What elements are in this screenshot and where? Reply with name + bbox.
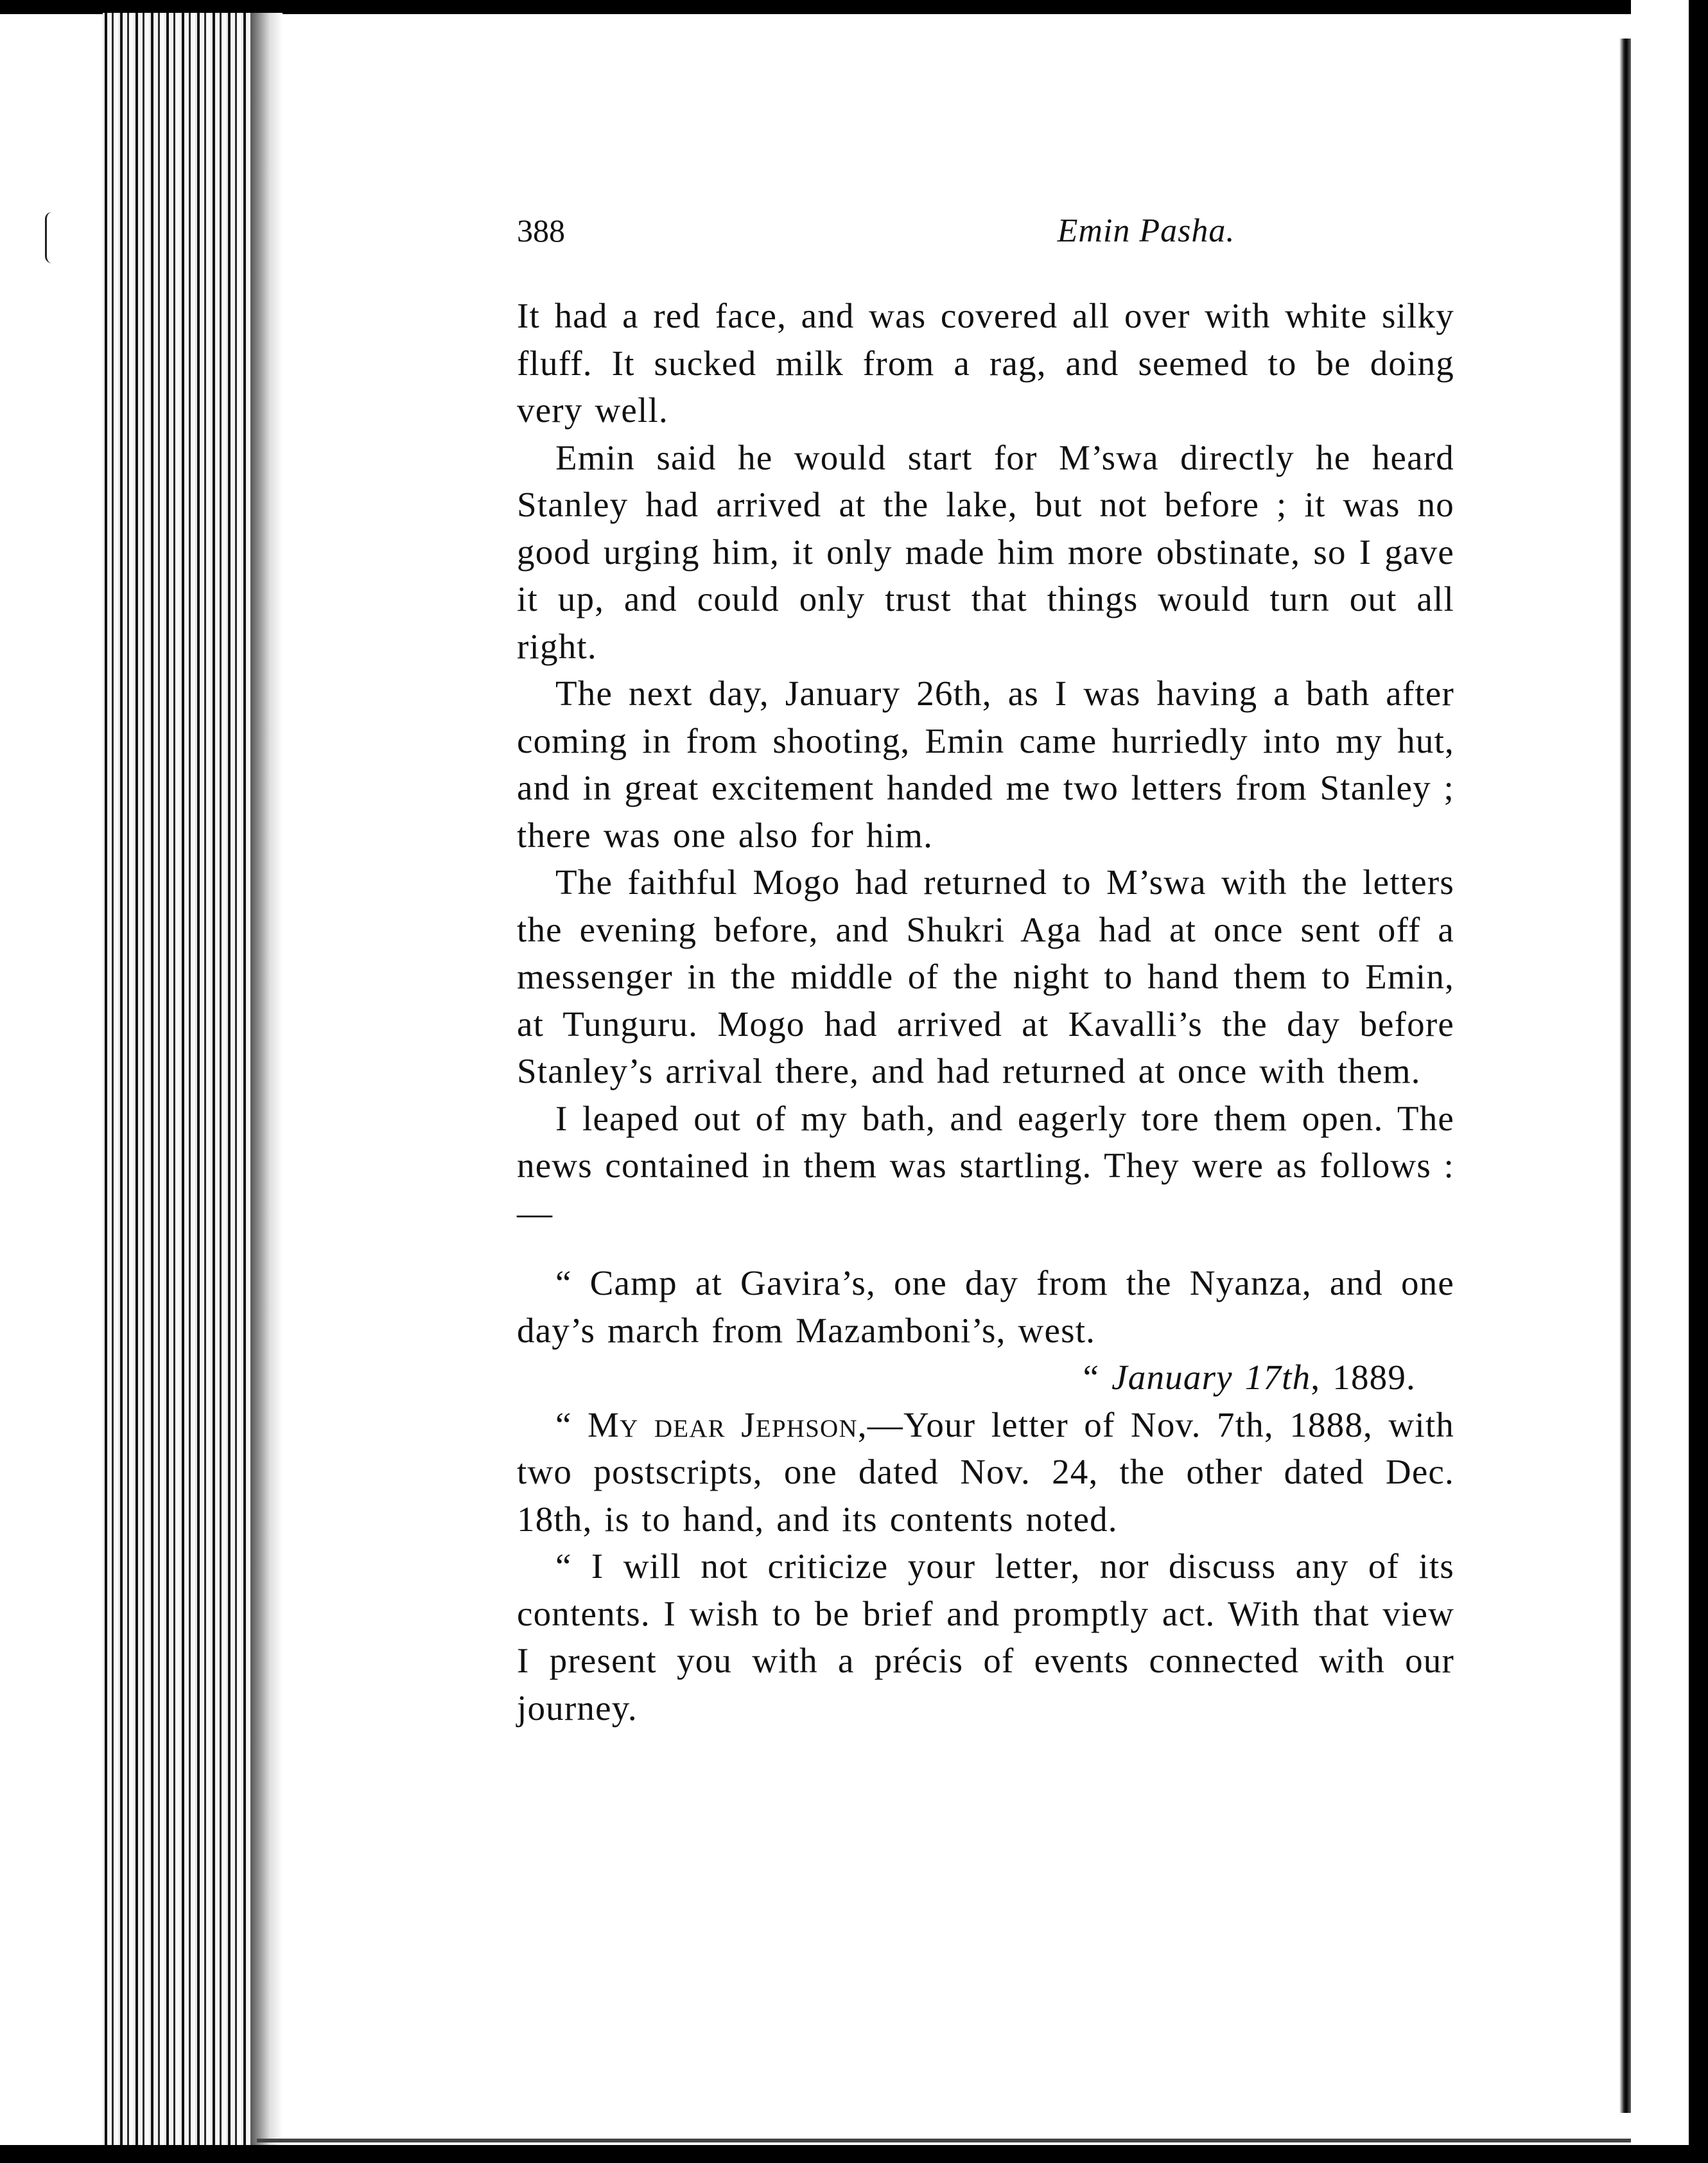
salutation-quote: “ xyxy=(555,1405,588,1444)
paragraph-2: Emin said he would start for M’swa directly he heard Stanley had arrived at the lake, but not before ; it was no good urging him, it only made him more obstinate, so I gave it up, and could only trust that things would turn out all right. xyxy=(517,437,1454,666)
page-header xyxy=(517,212,1708,257)
date-month-day: January 17th xyxy=(1111,1358,1311,1397)
book-page xyxy=(283,0,1618,2145)
bottom-page-edge xyxy=(257,2139,1631,2142)
salutation-name: My dear Jephson xyxy=(588,1405,858,1444)
paragraph-5: I leaped out of my bath, and eagerly tore them open. The news contained in them was startling. They were as follows :— xyxy=(517,1098,1454,1232)
gutter-shadow xyxy=(250,13,283,2145)
paragraph-1: It had a red face, and was covered all over with white silky fluff. It sucked milk from a rag, and seemed to be doing very well. xyxy=(517,296,1454,430)
salutation-text: ,—Your letter of Nov. 7th, 1888, with two postscripts, one dated Nov. 24, the other dated Dec. 18th, is to hand, and its contents noted. xyxy=(517,1405,1455,1539)
book-spine-curve xyxy=(45,212,52,263)
paragraph-4: The faithful Mogo had returned to M’swa with the letters the evening before, and Shukri Aga had at once sent off a messenger in the middle of the night to hand them to Emin, at Tunguru. Mogo had arrived at Kavalli’s the day before Stanley’s arrival there, and had returned at once with them. xyxy=(517,863,1454,1090)
right-page-edge xyxy=(1619,39,1631,2113)
scan-border-bottom xyxy=(0,2145,1708,2163)
letter-date xyxy=(517,1354,1416,1401)
date-quote: “ xyxy=(1083,1358,1112,1397)
right-margin xyxy=(1631,0,1689,2145)
page-body xyxy=(517,292,1454,1731)
letter-heading: “ Camp at Gavira’s, one day from the Nyanza, and one day’s march from Mazamboni’s, west. xyxy=(517,1263,1454,1350)
running-head: Emin Pasha. xyxy=(1057,213,1235,249)
paragraph-3: The next day, January 26th, as I was having a bath after coming in from shooting, Emin came hurriedly into my hut, and in great excitement handed me two letters from Stanley ; there was one also for him. xyxy=(517,674,1454,855)
scan-border-right xyxy=(1689,0,1708,2163)
paragraph-last: “ I will not criticize your letter, nor discuss any of its contents. I wish to be brief and promptly act. With that view I present you with a précis of events connected with our journey. xyxy=(517,1546,1454,1728)
letter-salutation xyxy=(517,1401,1454,1543)
page-number: 388 xyxy=(517,213,565,249)
date-year: , 1889. xyxy=(1311,1358,1416,1397)
